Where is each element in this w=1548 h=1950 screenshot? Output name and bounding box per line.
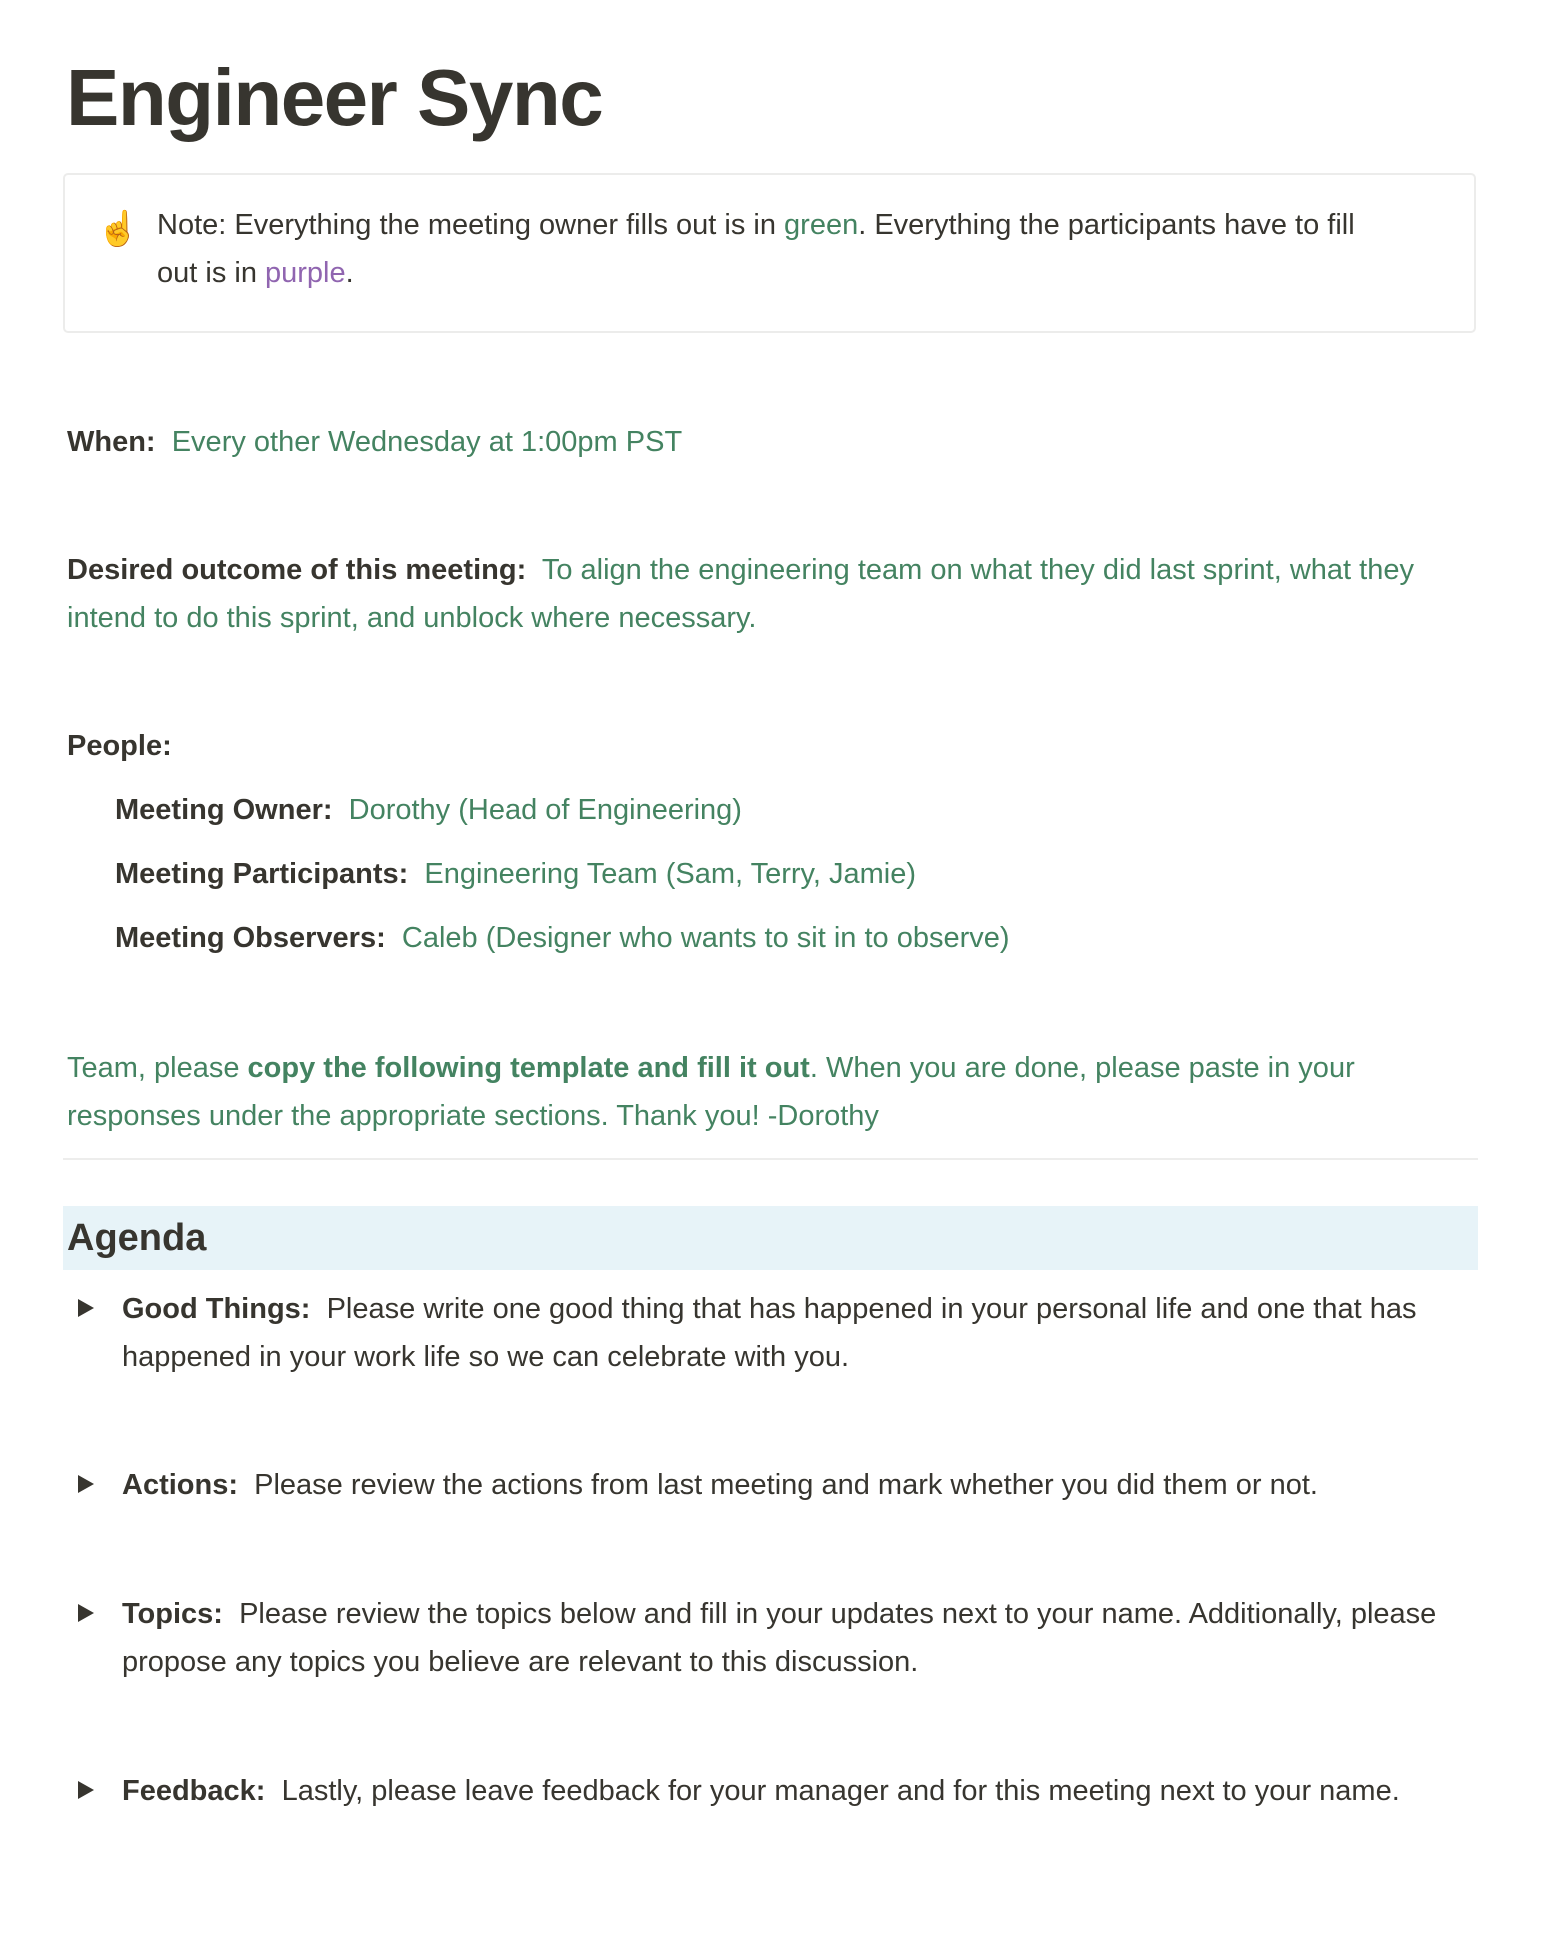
toggle-description: Please review the topics below and fill in your updates next to your name. Additionally, please propose any topics you believe are relevant to this discussion.	[122, 1598, 1437, 1678]
callout-suffix: .	[345, 257, 354, 289]
toggle-text	[122, 1590, 1476, 1686]
outcome-label: Desired outcome of this meeting:	[67, 554, 527, 586]
toggle-arrow-icon[interactable]	[78, 1604, 94, 1622]
when-row	[67, 418, 1478, 466]
toggle-arrow-icon[interactable]	[78, 1475, 94, 1493]
pointing-up-icon: ☝	[97, 210, 140, 248]
instructions-bold: copy the following template and fill it out	[247, 1052, 810, 1084]
observers-value: Caleb (Designer who wants to sit in to observe)	[401, 922, 1010, 954]
toggle-label: Good Things:	[122, 1293, 311, 1325]
callout-note-prefix: Note: Everything the meeting owner fills out is in	[157, 209, 785, 241]
participants-label: Meeting Participants:	[115, 858, 409, 890]
toggle-label: Topics:	[122, 1598, 223, 1630]
people-row-participants	[115, 850, 1475, 898]
agenda-heading: Agenda	[67, 1217, 207, 1259]
callout-text	[157, 201, 1397, 297]
outcome-value: To align the engineering team on what they did last sprint, what they intend to do this sprint, and unblock where necessary.	[67, 554, 1414, 634]
toggle-description: Please write one good thing that has happened in your personal life and one that has happened in your work life so we can celebrate with you.	[122, 1293, 1417, 1373]
callout-green-word: green	[784, 209, 859, 241]
owner-label: Meeting Owner:	[115, 794, 333, 826]
agenda-heading-block	[63, 1206, 1478, 1270]
toggle-arrow-icon[interactable]	[78, 1299, 94, 1317]
instructions-suffix: . When you are done, please paste in your responses under the appropriate sections. Thank you! -Dorothy	[67, 1052, 1355, 1132]
owner-value: Dorothy (Head of Engineering)	[348, 794, 742, 826]
toggle-description: Lastly, please leave feedback for your manager and for this meeting next to your name.	[281, 1775, 1400, 1807]
toggle-label: Actions:	[122, 1469, 238, 1501]
toggle-text	[122, 1285, 1476, 1381]
toggle-arrow-icon[interactable]	[78, 1781, 94, 1799]
toggle-text	[122, 1461, 1476, 1509]
toggle-text	[122, 1767, 1476, 1815]
divider	[63, 1158, 1478, 1160]
outcome-row	[67, 546, 1478, 642]
people-label: People:	[67, 730, 172, 762]
when-value: Every other Wednesday at 1:00pm PST	[171, 426, 683, 458]
callout-purple-word: purple	[265, 257, 346, 289]
when-label: When:	[67, 426, 156, 458]
participants-value: Engineering Team (Sam, Terry, Jamie)	[424, 858, 916, 890]
callout-middle: . Everything the participants have to fill out is in	[157, 209, 1355, 289]
people-row-owner	[115, 786, 1475, 834]
instructions-prefix: Team, please	[67, 1052, 248, 1084]
observers-label: Meeting Observers:	[115, 922, 386, 954]
note-callout	[63, 173, 1476, 333]
people-row-observers	[115, 914, 1475, 962]
toggle-description: Please review the actions from last meeting and mark whether you did them or not.	[254, 1469, 1318, 1501]
toggle-label: Feedback:	[122, 1775, 266, 1807]
instructions-paragraph	[67, 1044, 1478, 1140]
page-title: Engineer Sync	[66, 53, 603, 142]
